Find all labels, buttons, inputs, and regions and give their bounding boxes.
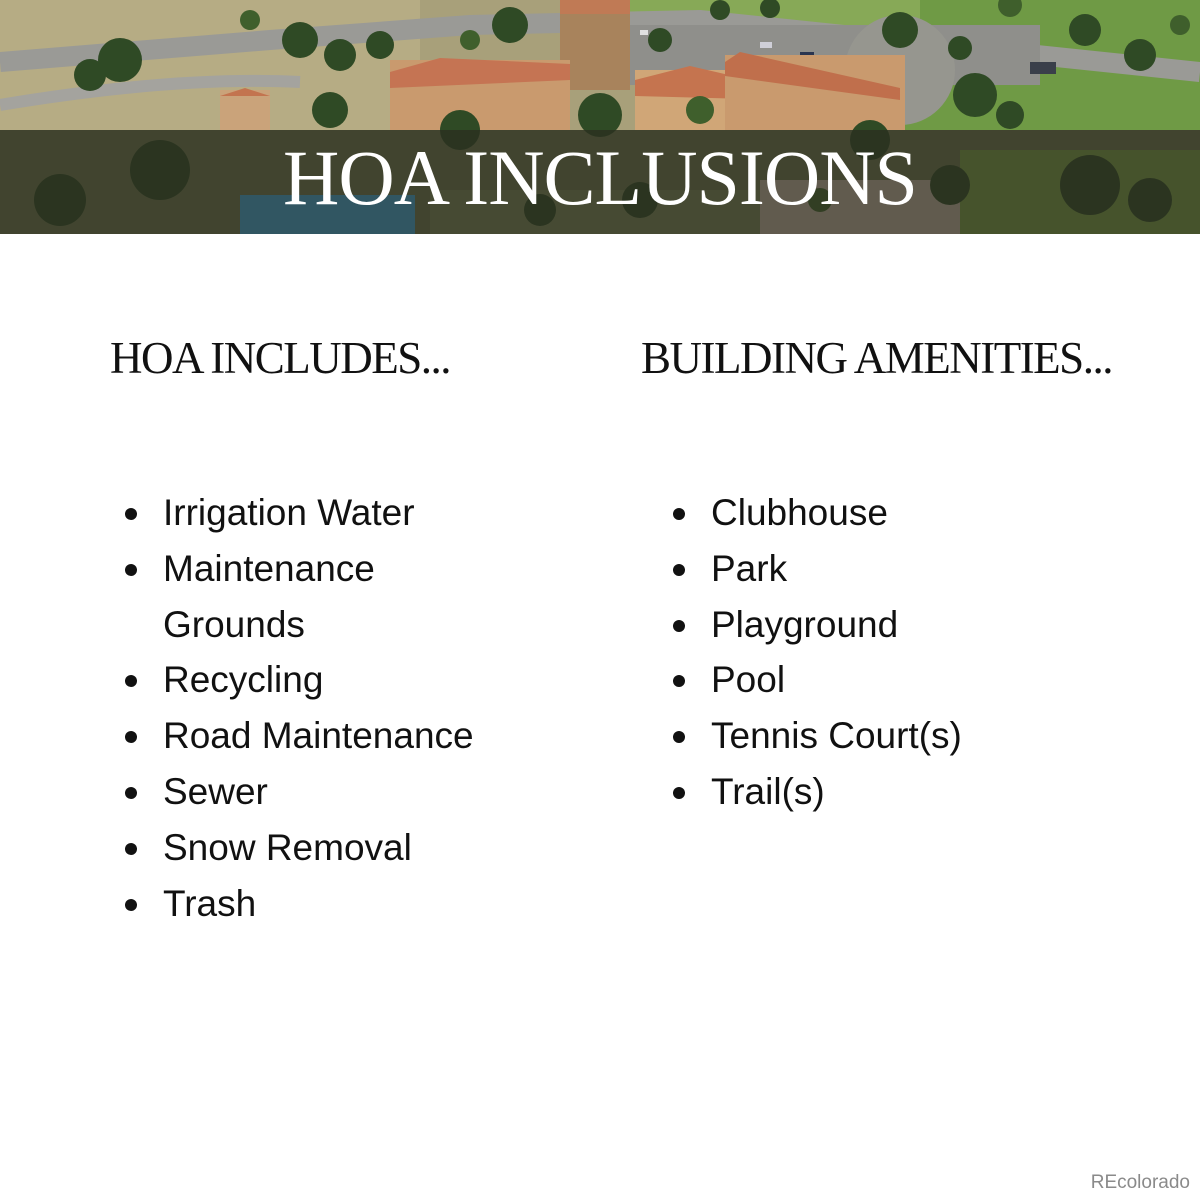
list-item-label: Playground: [711, 603, 899, 645]
list-item: [673, 541, 1093, 597]
watermark-text: REcolorado: [1090, 1172, 1190, 1193]
list-item: [673, 652, 1093, 708]
list-item-label: Clubhouse: [711, 492, 888, 533]
bullet-icon: [125, 731, 137, 743]
bullet-icon: [673, 508, 685, 520]
building-amenities-heading: BUILDING AMENITIES...: [641, 333, 1112, 383]
hoa-includes-list: [125, 485, 515, 931]
list-item: [673, 485, 1093, 541]
list-item-label: Maintenance Grounds: [163, 547, 375, 645]
list-item-label: Park: [711, 547, 788, 589]
list-item: [125, 876, 515, 932]
bullet-icon: [125, 899, 137, 911]
list-item: [673, 708, 1093, 764]
bullet-icon: [125, 675, 137, 687]
bullet-icon: [673, 564, 685, 576]
bullet-icon: [673, 731, 685, 743]
bullet-icon: [125, 843, 137, 855]
list-item: [125, 820, 515, 876]
list-item-label: Irrigation Water: [163, 492, 415, 533]
list-item-label: Trash: [163, 882, 257, 924]
bullet-icon: [125, 508, 137, 520]
list-item-label: Road Maintenance: [163, 715, 474, 757]
list-item-label: Trail(s): [711, 770, 825, 812]
list-item: [125, 764, 515, 820]
list-item-label: Snow Removal: [163, 826, 412, 868]
list-item-label: Tennis Court(s): [711, 715, 962, 757]
page-title: HOA INCLUSIONS: [283, 134, 917, 221]
list-item-label: Recycling: [163, 659, 324, 701]
list-item-label: Sewer: [163, 770, 268, 812]
list-item: [125, 708, 515, 764]
bullet-icon: [125, 787, 137, 799]
list-item: [125, 652, 515, 708]
bullet-icon: [125, 564, 137, 576]
bullet-icon: [673, 787, 685, 799]
list-item: [125, 541, 515, 653]
list-item-label: Pool: [711, 659, 786, 701]
hoa-includes-heading: HOA INCLUDES...: [110, 333, 451, 383]
list-item: [125, 485, 515, 541]
bullet-icon: [673, 675, 685, 687]
building-amenities-list: [673, 485, 1093, 820]
bullet-icon: [673, 620, 685, 632]
list-item: [673, 764, 1093, 820]
list-item: [673, 597, 1093, 653]
hero-banner: [0, 0, 1200, 234]
